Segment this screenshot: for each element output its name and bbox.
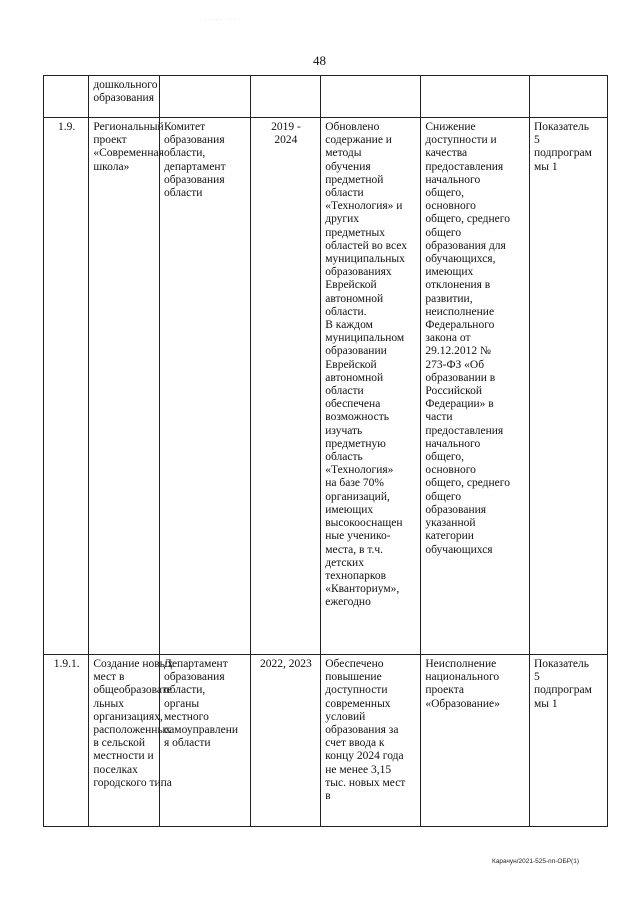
- indicator-line: 5: [533, 671, 540, 684]
- consequence-line: общего, среднего: [425, 213, 510, 226]
- result-line: концу 2024 года: [325, 750, 404, 763]
- result-line: предметной: [325, 173, 384, 186]
- cell-result: [321, 118, 421, 655]
- result-line: областей во всех: [325, 239, 407, 252]
- consequence-line: части: [425, 411, 453, 424]
- result-line: муниципальных: [325, 253, 405, 266]
- result-line: Еврейской: [325, 279, 377, 292]
- result-line: «Технология» и: [325, 200, 403, 213]
- cell-period: [250, 118, 321, 655]
- result-line: муниципальном: [325, 332, 405, 345]
- name-line: льных: [93, 697, 124, 710]
- name-line: расположенных: [93, 724, 171, 737]
- name-line: Региональный: [93, 121, 164, 133]
- result-line: счет ввода к: [325, 737, 385, 750]
- cell-executor: [159, 76, 250, 118]
- indicator-line: мы 1: [533, 160, 558, 173]
- consequence-line: начального: [425, 173, 481, 186]
- consequence-line: образовании в: [425, 371, 496, 384]
- executor-line: я области: [163, 737, 211, 750]
- result-line: области: [325, 187, 364, 200]
- scan-artifact: ·· ·-·· ···· ·: [205, 17, 242, 23]
- result-line: места, в т.ч.: [325, 543, 384, 556]
- cell-name: [89, 118, 164, 655]
- consequence-line: развитии,: [425, 292, 473, 305]
- result-line: «Кванториум»,: [325, 583, 400, 596]
- cell-consequence: [421, 76, 530, 118]
- name-line: городского типа: [93, 776, 172, 789]
- consequence-line: обучающихся,: [425, 253, 496, 266]
- result-line: организаций,: [325, 490, 390, 503]
- consequence-line: указанной: [425, 517, 476, 530]
- indicator-line: Показатель: [533, 658, 589, 670]
- consequence-line: 29.12.2012 №: [425, 345, 491, 358]
- cell-num: [44, 76, 89, 118]
- result-line: повышение: [325, 671, 382, 684]
- consequence-line: Российской: [425, 385, 483, 398]
- consequence-line: 273-ФЗ «Об: [425, 358, 485, 371]
- executor-line: самоуправлени: [163, 724, 239, 737]
- result-line: В каждом: [325, 319, 373, 332]
- name-line: образования: [93, 92, 154, 105]
- consequence-line: проекта: [425, 684, 464, 697]
- name-line: в сельской: [93, 737, 145, 750]
- indicator-line: 5: [533, 134, 540, 147]
- result-line: обучения: [325, 160, 371, 173]
- result-line: условий: [325, 710, 366, 723]
- result-line: изучать: [325, 424, 363, 437]
- name-line: общеобразовате: [93, 684, 172, 697]
- executor-line: образования: [163, 671, 225, 684]
- cell-executor: [159, 118, 250, 655]
- result-line: методы: [325, 147, 362, 160]
- executor-line: департамент: [163, 160, 226, 173]
- indicator-line: подпрограм: [533, 147, 592, 160]
- name-line: мест в: [93, 671, 125, 684]
- executor-line: образования: [163, 134, 225, 147]
- result-line: современных: [325, 697, 391, 710]
- result-line: высокооснащен: [325, 517, 403, 530]
- result-line: Еврейской: [325, 358, 377, 371]
- result-line: автономной: [325, 292, 384, 305]
- name-line: проект: [93, 134, 127, 147]
- result-line: доступности: [325, 684, 388, 697]
- result-line: области.: [325, 305, 367, 318]
- consequence-line: качества: [425, 147, 468, 160]
- consequence-line: предоставления: [425, 160, 504, 173]
- consequence-line: Федерации» в: [425, 398, 494, 411]
- cell-period: [250, 655, 321, 827]
- cell-name: [89, 76, 160, 118]
- indicator-line: Показатель: [533, 121, 589, 133]
- result-line: автономной: [325, 371, 384, 384]
- consequence-line: общего: [425, 490, 462, 503]
- document-code: Карачун/2021-525-пп-ОБР(1): [492, 858, 579, 865]
- consequence-line: отклонения в: [425, 279, 491, 292]
- result-line: образованиях: [325, 266, 392, 279]
- result-line: тыс. новых мест: [325, 776, 406, 789]
- consequence-line: основного: [425, 200, 476, 213]
- result-line: не менее 3,15: [325, 763, 392, 776]
- result-line: область: [325, 451, 363, 464]
- result-line: других: [325, 213, 360, 226]
- name-line: местности и: [93, 750, 154, 763]
- consequence-line: неисполнение: [425, 305, 495, 318]
- consequence-line: общего,: [425, 187, 464, 200]
- consequence-line: обучающихся: [425, 543, 493, 556]
- executor-line: органы: [163, 697, 200, 710]
- executor-line: области,: [163, 684, 206, 697]
- name-line: дошкольного: [93, 79, 158, 91]
- executor-line: Комитет: [163, 121, 206, 133]
- name-line: школа»: [93, 160, 130, 173]
- result-line: Обновлено: [325, 121, 380, 133]
- consequence-line: имеющих: [425, 266, 474, 279]
- cell-indicator: [529, 76, 607, 118]
- period-line: 2024: [274, 134, 298, 147]
- cell-result: [321, 76, 421, 118]
- cell-consequence: [421, 118, 530, 655]
- cell-result: [321, 655, 421, 827]
- consequence-line: образования: [425, 503, 487, 516]
- executor-line: Департамент: [163, 658, 228, 670]
- name-line: организациях,: [93, 710, 163, 723]
- name-line: поселках: [93, 763, 138, 776]
- period-line: 2022, 2023: [260, 658, 312, 670]
- executor-line: местного: [163, 710, 209, 723]
- page-number: 48: [313, 53, 326, 68]
- result-line: ные ученико-: [325, 530, 391, 543]
- result-line: «Технология»: [325, 464, 394, 477]
- period-line: 2019 -: [271, 121, 301, 133]
- consequence-line: общего: [425, 226, 462, 239]
- cell-indicator: [529, 118, 607, 655]
- cell-executor: [159, 655, 250, 827]
- name-line: «Современная: [93, 147, 164, 160]
- result-line: предметную: [325, 437, 386, 450]
- result-line: возможность: [325, 411, 389, 424]
- consequence-line: основного: [425, 464, 476, 477]
- result-line: в: [325, 790, 331, 803]
- cell-num: 1.9.1.: [44, 655, 89, 827]
- result-line: детских: [325, 556, 364, 569]
- cell-period: [250, 76, 321, 118]
- cell-name: [89, 655, 174, 827]
- cell-num: 1.9.: [44, 118, 89, 655]
- result-line: на базе 70%: [325, 477, 384, 490]
- result-line: предметных: [325, 226, 385, 239]
- result-line: обеспечена: [325, 398, 381, 411]
- consequence-line: Неисполнение: [425, 658, 497, 670]
- result-line: содержание и: [325, 134, 392, 147]
- consequence-line: начального: [425, 437, 481, 450]
- table-row: [44, 118, 608, 655]
- consequence-line: национального: [425, 671, 500, 684]
- program-table: [43, 75, 608, 827]
- consequence-line: доступности и: [425, 134, 497, 147]
- executor-line: области,: [163, 147, 206, 160]
- result-line: технопарков: [325, 569, 387, 582]
- consequence-line: Снижение: [425, 121, 476, 133]
- table-row: [44, 655, 608, 827]
- executor-line: области: [163, 187, 203, 200]
- indicator-line: подпрограм: [533, 684, 592, 697]
- cell-consequence: [421, 655, 530, 827]
- consequence-line: «Образование»: [425, 697, 500, 710]
- consequence-line: категории: [425, 530, 474, 543]
- result-line: Обеспечено: [325, 658, 384, 670]
- cell-indicator: [529, 655, 607, 827]
- consequence-line: Федерального: [425, 319, 495, 332]
- consequence-line: общего, среднего: [425, 477, 510, 490]
- name-line: Создание новых: [93, 658, 174, 670]
- consequence-line: общего,: [425, 451, 464, 464]
- result-line: образовании: [325, 345, 387, 358]
- indicator-line: мы 1: [533, 697, 558, 710]
- result-line: ежегодно: [325, 596, 371, 609]
- consequence-line: закона от: [425, 332, 471, 345]
- consequence-line: образования для: [425, 239, 506, 252]
- result-line: имеющих: [325, 503, 374, 516]
- consequence-line: предоставления: [425, 424, 504, 437]
- result-line: образования за: [325, 724, 399, 737]
- table-row: [44, 76, 608, 118]
- executor-line: образования: [163, 173, 225, 186]
- result-line: области: [325, 385, 364, 398]
